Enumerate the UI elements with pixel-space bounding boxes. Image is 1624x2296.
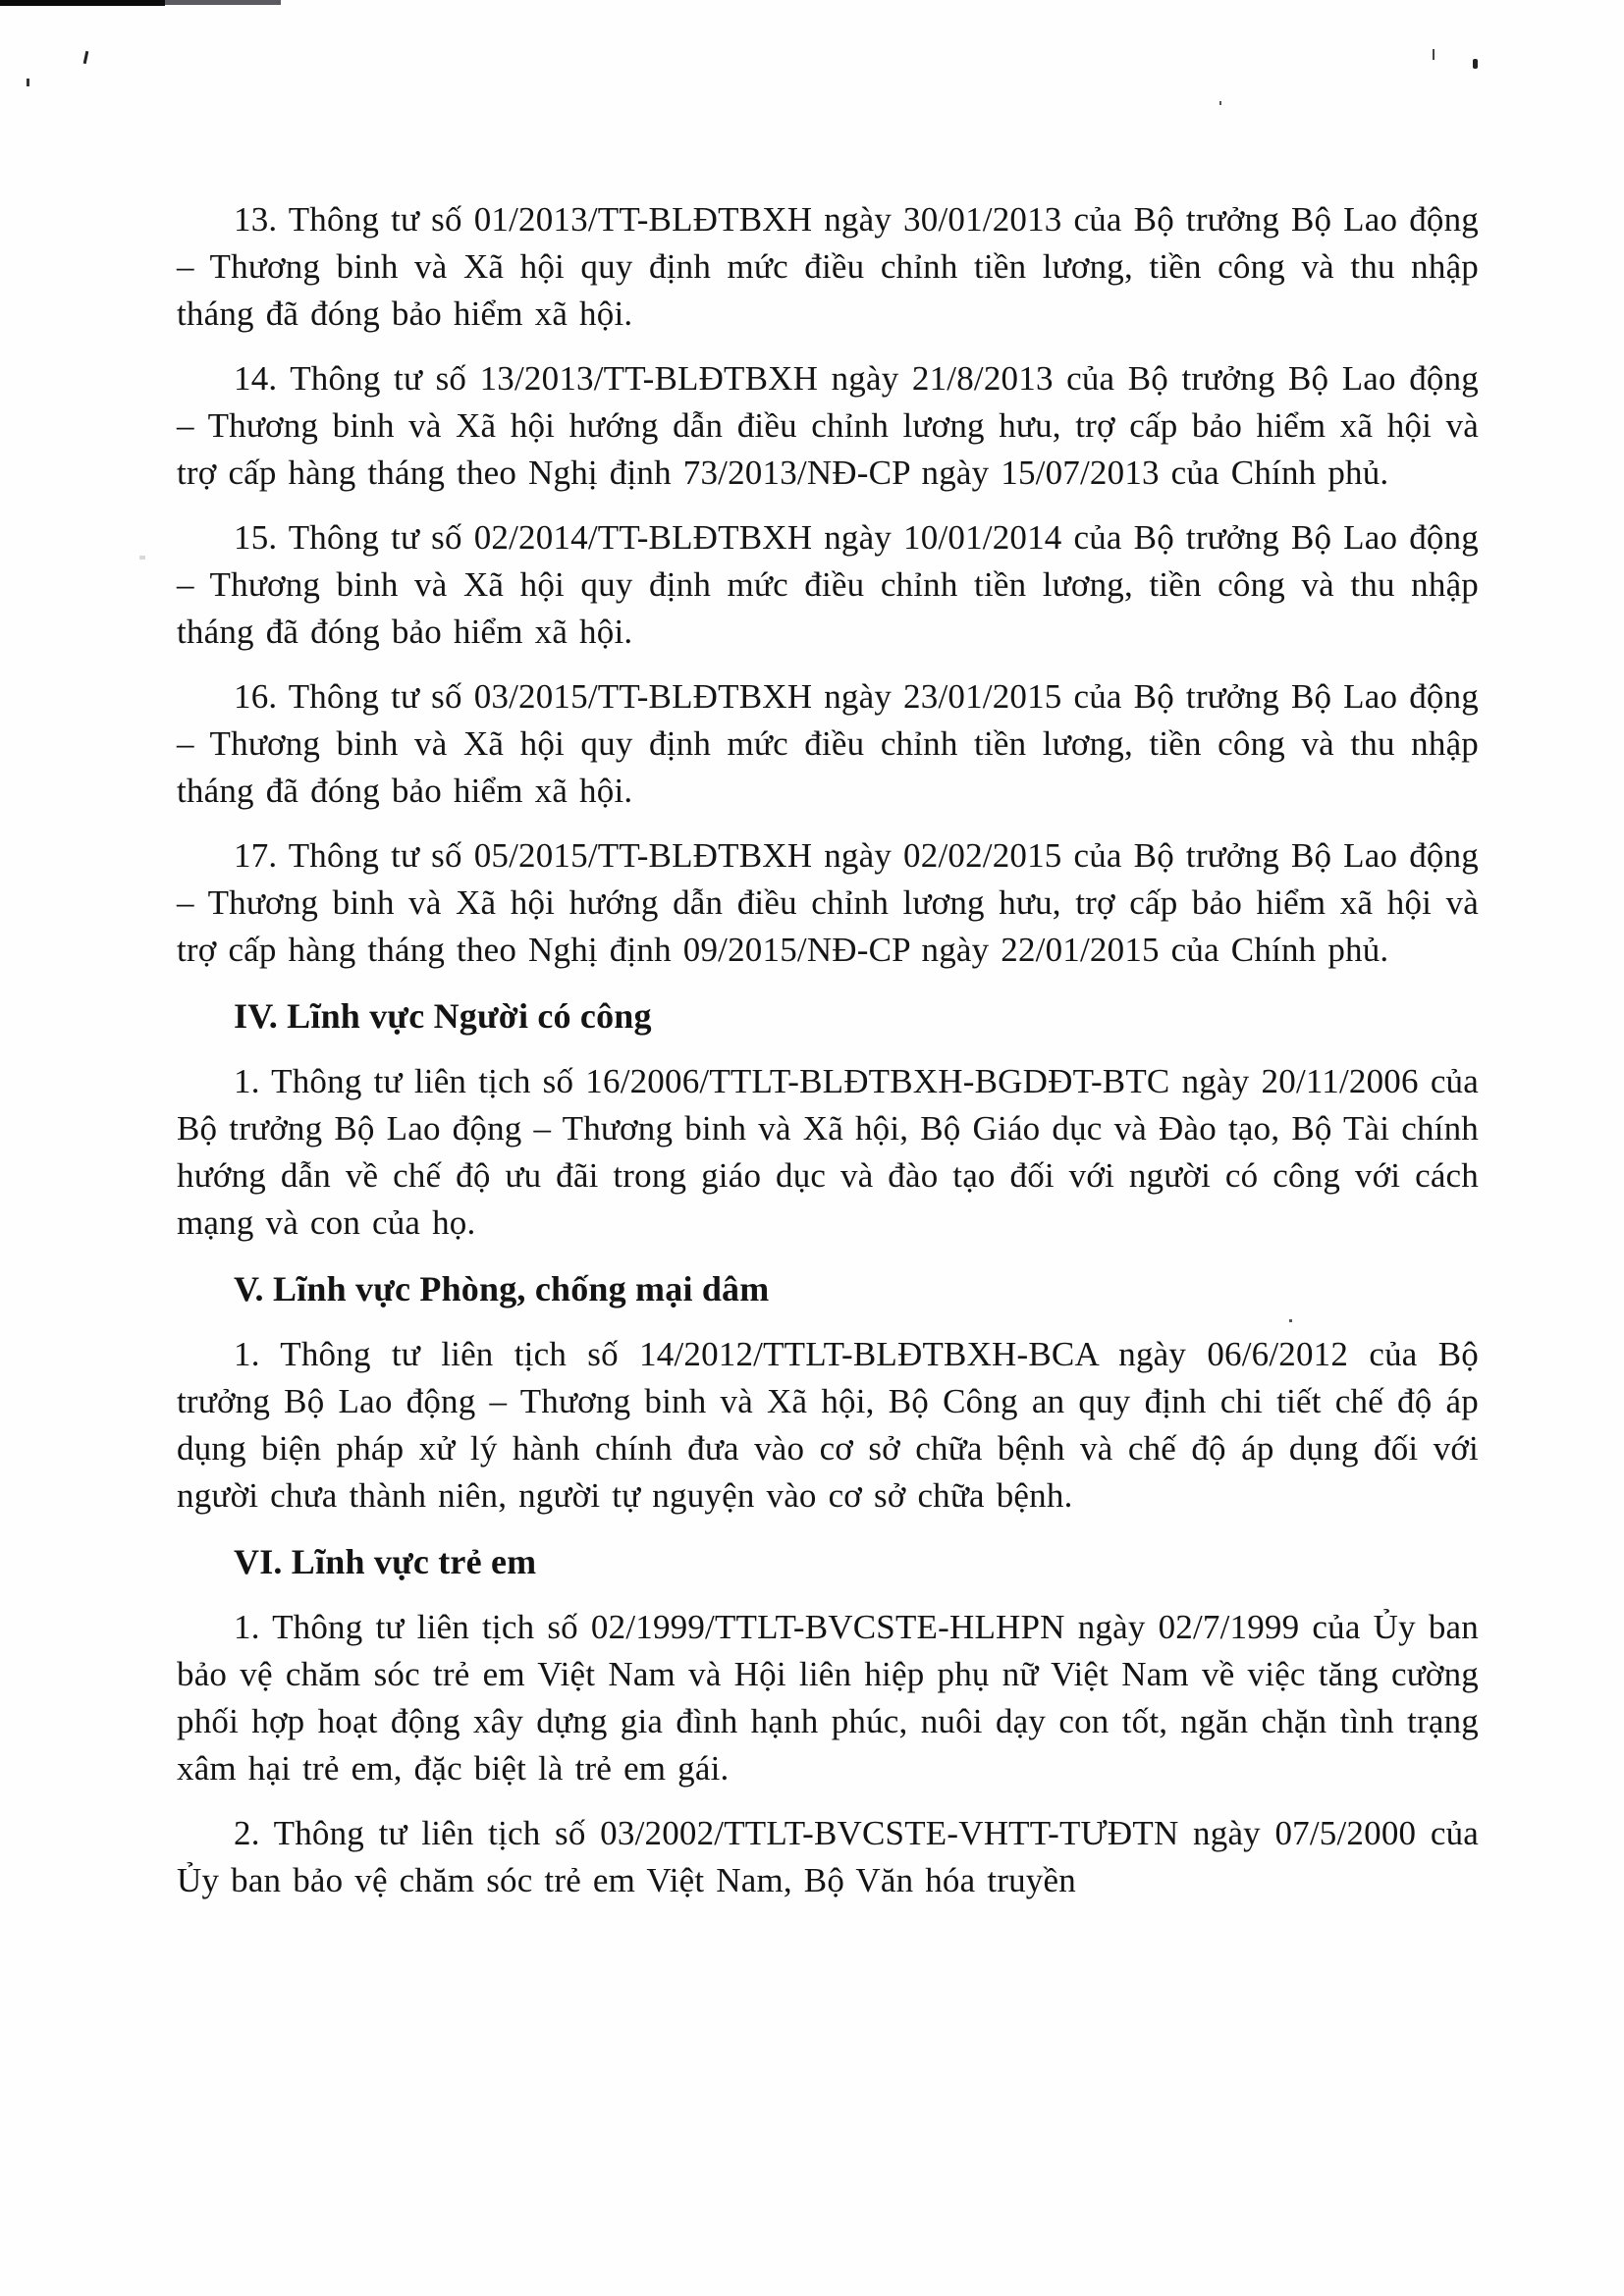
- section-iv-item-1: 1. Thông tư liên tịch số 16/2006/TTLT-BLĐTBXH-BGDĐT-BTC ngày 20/11/2006 của Bộ trưởng Bộ Lao động – Thương binh và Xã hội, Bộ Giáo dục và Đào tạo, Bộ Tài chính hướng dẫn về chế độ ưu đãi trong giáo dục và đào tạo đối với người có công với cách mạng và con của họ.: [177, 1062, 1479, 1242]
- list-item-13: 13. Thông tư số 01/2013/TT-BLĐTBXH ngày 30/01/2013 của Bộ trưởng Bộ Lao động – Thương binh và Xã hội quy định mức điều chỉnh tiền lương, tiền công và thu nhập tháng đã đóng bảo hiểm xã hội.: [177, 200, 1479, 333]
- document-body: [177, 196, 1479, 1904]
- section-vi-item-1: 1. Thông tư liên tịch số 02/1999/TTLT-BVCSTE-HLHPN ngày 02/7/1999 của Ủy ban bảo vệ chăm sóc trẻ em Việt Nam và Hội liên hiệp phụ nữ Việt Nam về việc tăng cường phối hợp hoạt động xây dựng gia đình hạnh phúc, nuôi dạy con tốt, ngăn chặn tình trạng xâm hại trẻ em, đặc biệt là trẻ em gái.: [177, 1608, 1479, 1788]
- scan-speck: [27, 79, 29, 86]
- list-item-17: 17. Thông tư số 05/2015/TT-BLĐTBXH ngày 02/02/2015 của Bộ trưởng Bộ Lao động – Thương binh và Xã hội hướng dẫn điều chỉnh lương hưu, trợ cấp bảo hiểm xã hội và trợ cấp hàng tháng theo Nghị định 09/2015/NĐ-CP ngày 22/01/2015 của Chính phủ.: [177, 836, 1479, 969]
- section-heading-iv: IV. Lĩnh vực Người có công: [234, 996, 652, 1036]
- list-item-14: 14. Thông tư số 13/2013/TT-BLĐTBXH ngày 21/8/2013 của Bộ trưởng Bộ Lao động – Thương binh và Xã hội hướng dẫn điều chỉnh lương hưu, trợ cấp bảo hiểm xã hội và trợ cấp hàng tháng theo Nghị định 73/2013/NĐ-CP ngày 15/07/2013 của Chính phủ.: [177, 359, 1479, 492]
- scan-artifact-top-strip: [0, 0, 165, 6]
- scan-speck: [1473, 59, 1478, 69]
- list-item-15: 15. Thông tư số 02/2014/TT-BLĐTBXH ngày 10/01/2014 của Bộ trưởng Bộ Lao động – Thương binh và Xã hội quy định mức điều chỉnh tiền lương, tiền công và thu nhập tháng đã đóng bảo hiểm xã hội.: [177, 518, 1479, 651]
- scan-artifact-top-strip-fade: [165, 0, 281, 5]
- scan-speck: [1433, 49, 1435, 60]
- list-item-16: 16. Thông tư số 03/2015/TT-BLĐTBXH ngày 23/01/2015 của Bộ trưởng Bộ Lao động – Thương binh và Xã hội quy định mức điều chỉnh tiền lương, tiền công và thu nhập tháng đã đóng bảo hiểm xã hội.: [177, 677, 1479, 810]
- section-heading-vi: VI. Lĩnh vực trẻ em: [234, 1542, 537, 1581]
- section-vi-item-2: 2. Thông tư liên tịch số 03/2002/TTLT-BVCSTE-VHTT-TƯĐTN ngày 07/5/2000 của Ủy ban bảo vệ chăm sóc trẻ em Việt Nam, Bộ Văn hóa truyền: [177, 1814, 1479, 1899]
- scan-speck: [1219, 101, 1221, 105]
- section-v-item-1: 1. Thông tư liên tịch số 14/2012/TTLT-BLĐTBXH-BCA ngày 06/6/2012 của Bộ trưởng Bộ Lao động – Thương binh và Xã hội, Bộ Công an quy định chi tiết chế độ áp dụng biện pháp xử lý hành chính đưa vào cơ sở chữa bệnh và chế độ áp dụng đối với người chưa thành niên, người tự nguyện vào cơ sở chữa bệnh.: [177, 1335, 1479, 1515]
- scan-speck: [139, 556, 145, 560]
- scan-speck: [83, 51, 89, 64]
- section-heading-v: V. Lĩnh vực Phòng, chống mại dâm: [234, 1269, 770, 1308]
